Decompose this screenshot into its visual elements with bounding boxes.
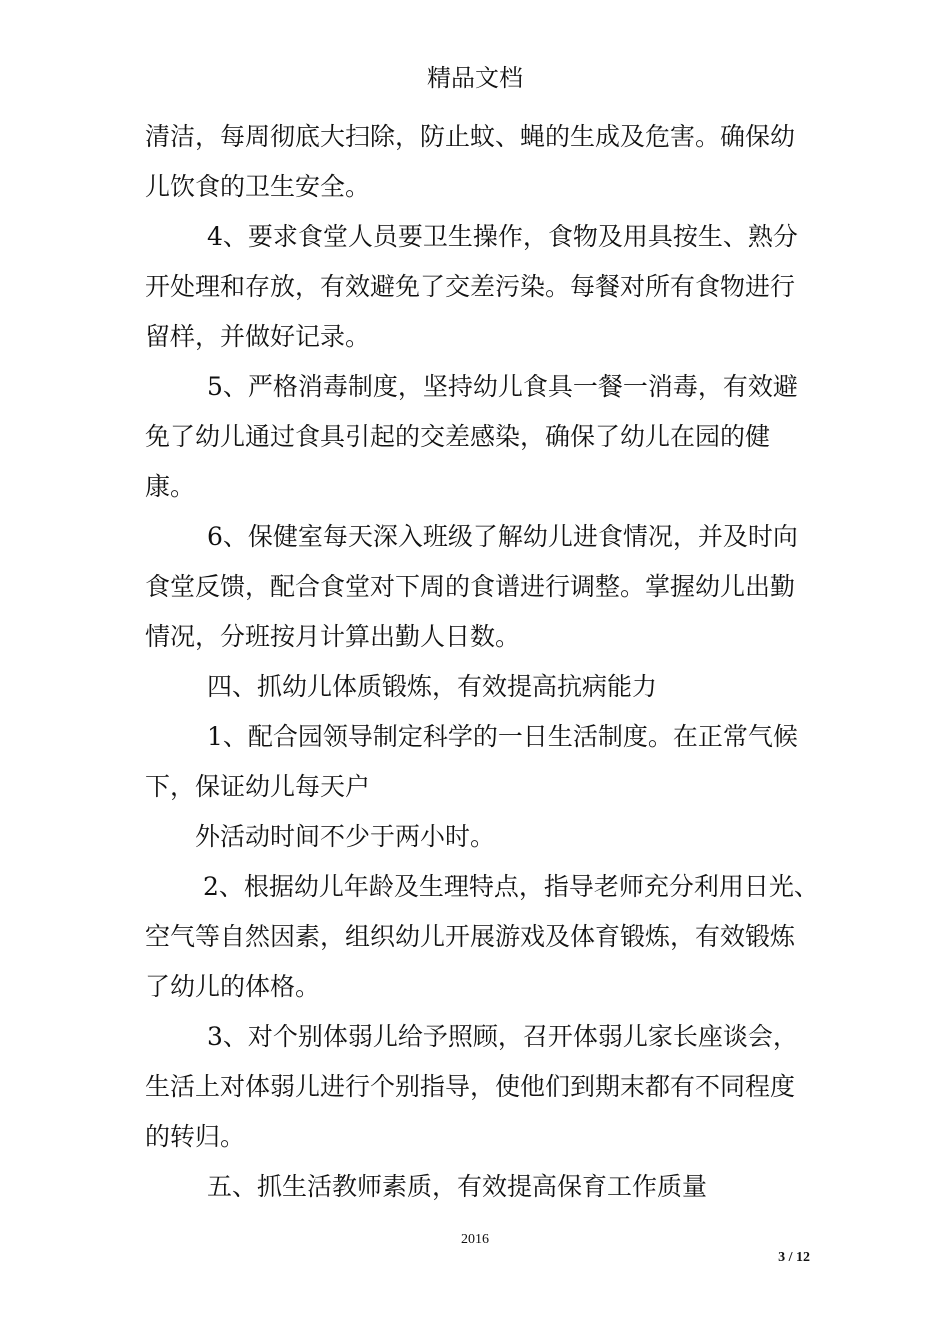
text-line: 的转归。 xyxy=(145,1122,246,1151)
text-line: 免了幼儿通过食具引起的交差感染，确保了幼儿在园的健 xyxy=(145,422,771,451)
text-line: 了幼儿的体格。 xyxy=(145,972,321,1001)
text-line: 康。 xyxy=(145,472,196,501)
text-line: 清洁，每周彻底大扫除，防止蚊、蝇的生成及危害。确保幼 xyxy=(145,122,796,151)
page-number: 3 / 12 xyxy=(778,1250,810,1265)
text-line: 儿饮食的卫生安全。 xyxy=(145,172,371,201)
text-line: 情况，分班按月计算出勤人日数。 xyxy=(145,622,521,651)
paragraph-start: 6、保健室每天深入班级了解幼儿进食情况，并及时向 xyxy=(207,522,798,551)
paragraph-start: 1、配合园领导制定科学的一日生活制度。在正常气候 xyxy=(207,722,798,751)
text-line: 留样，并做好记录。 xyxy=(145,322,371,351)
section-heading: 四、抓幼儿体质锻炼，有效提高抗病能力 xyxy=(207,672,658,701)
paragraph-start: 5、严格消毒制度，坚持幼儿食具一餐一消毒，有效避 xyxy=(207,372,798,401)
text-line: 生活上对体弱儿进行个别指导，使他们到期末都有不同程度 xyxy=(145,1072,796,1101)
text-line: 开处理和存放，有效避免了交差污染。每餐对所有食物进行 xyxy=(145,272,796,301)
document-body xyxy=(145,112,819,1212)
text-line: 食堂反馈，配合食堂对下周的食谱进行调整。掌握幼儿出勤 xyxy=(145,572,796,601)
footer-year: 2016 xyxy=(461,1232,489,1247)
paragraph-start: 4、要求食堂人员要卫生操作，食物及用具按生、熟分 xyxy=(207,222,798,251)
paragraph-start: 3、对个别体弱儿给予照顾，召开体弱儿家长座谈会， xyxy=(207,1022,798,1051)
paragraph-start: 2、根据幼儿年龄及生理特点，指导老师充分利用日光、 xyxy=(203,872,819,901)
text-line: 空气等自然因素，组织幼儿开展游戏及体育锻炼，有效锻炼 xyxy=(145,922,796,951)
page-header-title: 精品文档 xyxy=(427,64,523,92)
text-line: 下，保证幼儿每天户 xyxy=(145,772,371,801)
section-heading: 五、抓生活教师素质，有效提高保育工作质量 xyxy=(207,1172,708,1201)
text-line: 外活动时间不少于两小时。 xyxy=(195,822,496,851)
